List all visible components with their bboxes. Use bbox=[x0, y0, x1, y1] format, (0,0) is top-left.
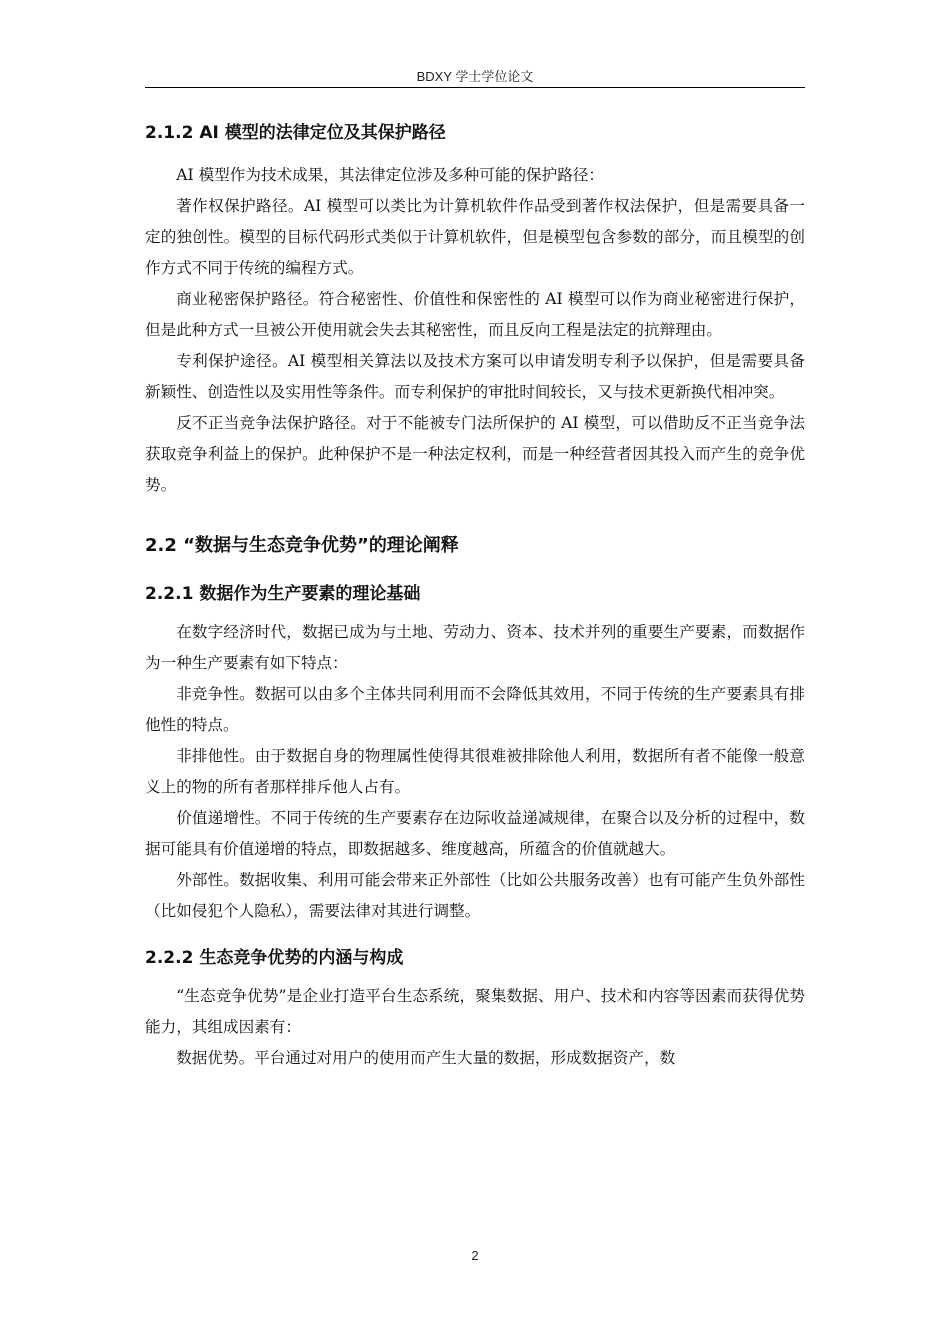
page-body bbox=[145, 118, 805, 1074]
header-rule bbox=[145, 87, 805, 88]
heading-2-2: 2.2 “数据与生态竞争优势”的理论阐释 bbox=[145, 535, 459, 556]
paragraph: 反不正当竞争法保护路径。对于不能被专门法所保护的 AI 模型，可以借助反不正当竞争法获取竞争利益上的保护。此种保护不是一种法定权利，而是一种经营者因其投入而产生的竞争优势。 bbox=[145, 414, 805, 494]
paragraph: 在数字经济时代，数据已成为与土地、劳动力、资本、技术并列的重要生产要素，而数据作为一种生产要素有如下特点： bbox=[145, 623, 805, 672]
paragraph: 著作权保护路径。AI 模型可以类比为计算机软件作品受到著作权法保护，但是需要具备一定的独创性。模型的目标代码形式类似于计算机软件，但是模型包含参数的部分，而且模型的创作方式不同于传统的编程方式。 bbox=[145, 197, 805, 277]
page-number: 2 bbox=[471, 1248, 479, 1263]
paragraph: 商业秘密保护路径。符合秘密性、价值性和保密性的 AI 模型可以作为商业秘密进行保护，但是此种方式一旦被公开使用就会失去其秘密性，而且反向工程是法定的抗辩理由。 bbox=[145, 290, 805, 339]
heading-2-2-2: 2.2.2 生态竞争优势的内涵与构成 bbox=[145, 948, 404, 968]
paragraph: 非竞争性。数据可以由多个主体共同利用而不会降低其效用，不同于传统的生产要素具有排他性的特点。 bbox=[145, 685, 805, 734]
running-header: BDXY 学士学位论文 bbox=[416, 69, 534, 84]
paragraph: AI 模型作为技术成果，其法律定位涉及多种可能的保护路径： bbox=[176, 166, 605, 184]
heading-2-1-2: 2.1.2 AI 模型的法律定位及其保护路径 bbox=[145, 123, 446, 143]
paragraph: 外部性。数据收集、利用可能会带来正外部性（比如公共服务改善）也有可能产生负外部性（比如侵犯个人隐私），需要法律对其进行调整。 bbox=[145, 871, 805, 920]
paragraph: 非排他性。由于数据自身的物理属性使得其很难被排除他人利用，数据所有者不能像一般意义上的物的所有者那样排斥他人占有。 bbox=[145, 747, 805, 796]
paragraph: 数据优势。平台通过对用户的使用而产生大量的数据，形成数据资产，数 bbox=[176, 1049, 676, 1067]
heading-2-2-1: 2.2.1 数据作为生产要素的理论基础 bbox=[145, 584, 421, 604]
paragraph: 价值递增性。不同于传统的生产要素存在边际收益递减规律，在聚合以及分析的过程中，数据可能具有价值递增的特点，即数据越多、维度越高，所蕴含的价值就越大。 bbox=[145, 809, 805, 858]
paragraph: 专利保护途径。AI 模型相关算法以及技术方案可以申请发明专利予以保护，但是需要具备新颖性、创造性以及实用性等条件。而专利保护的审批时间较长，又与技术更新换代相冲突。 bbox=[145, 352, 805, 401]
paragraph: “生态竞争优势”是企业打造平台生态系统，聚集数据、用户、技术和内容等因素而获得优势能力，其组成因素有： bbox=[145, 987, 805, 1036]
